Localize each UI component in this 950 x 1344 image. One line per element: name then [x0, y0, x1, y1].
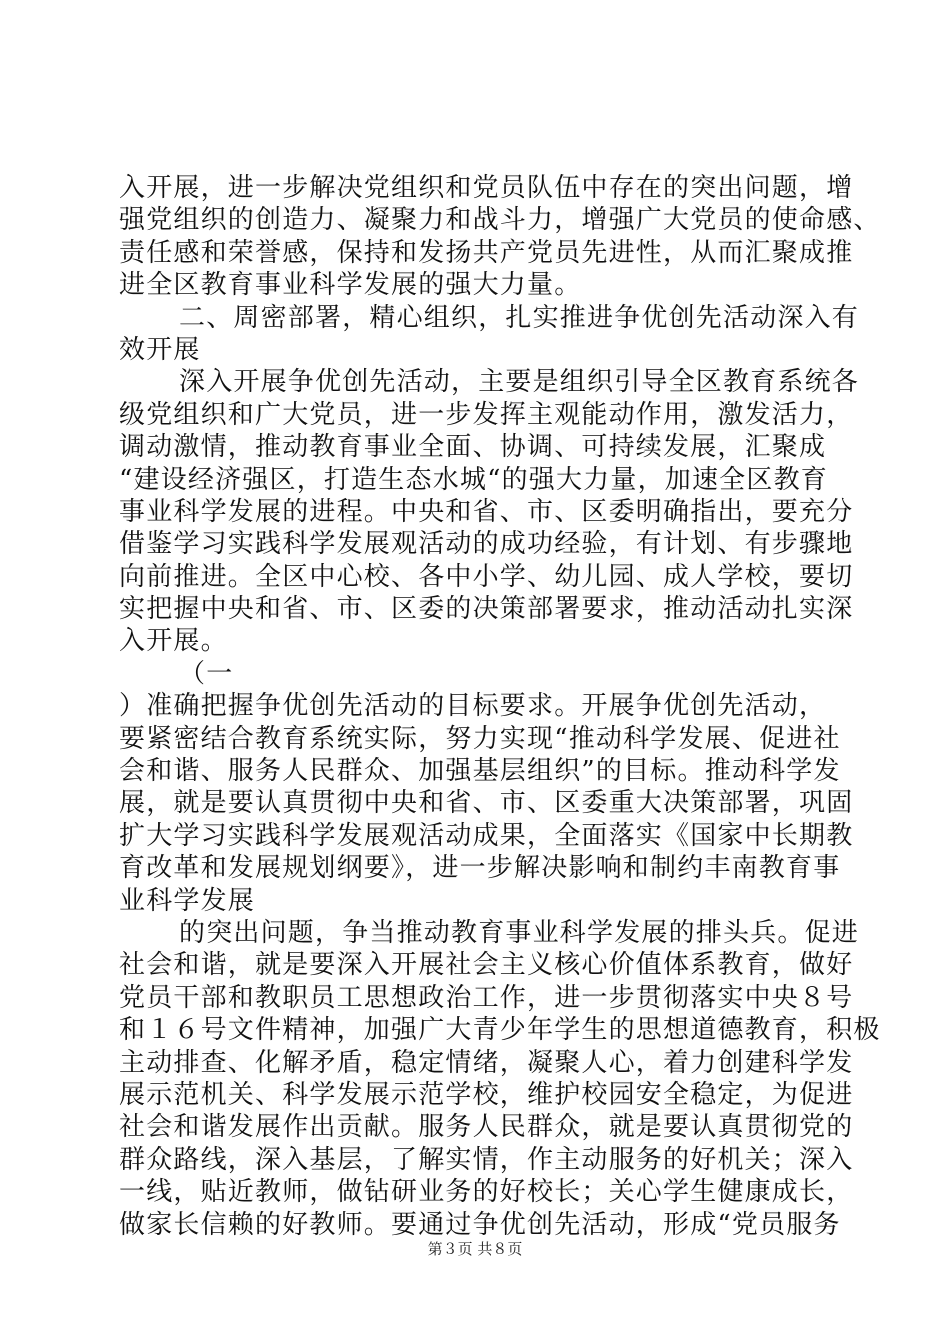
text-line: “建设经济强区，打造生态水城“的强大力量，加速全区教育 [119, 464, 828, 495]
text-line: 展，就是要认真贯彻中央和省、市、区委重大决策部署，巩固 [119, 788, 854, 819]
text-line: 效开展 [119, 334, 201, 365]
text-line: 入开展，进一步解决党组织和党员队伍中存在的突出问题，增 [119, 173, 854, 203]
text-line: 要紧密结合教育系统实际，努力实现“推动科学发展、促进社 [119, 723, 841, 754]
text-line: （一 [179, 658, 234, 689]
text-line: 党员干部和教职员工思想政治工作，进一步贯彻落实中央８号 [119, 982, 854, 1013]
text-line: 二、周密部署，精心组织，扎实推进争优创先活动深入有 [179, 302, 860, 333]
text-line: 的突出问题，争当推动教育事业科学发展的排头兵。促进 [179, 917, 860, 948]
text-line: 强党组织的创造力、凝聚力和战斗力，增强广大党员的使命感、 [119, 205, 881, 236]
text-line: 育改革和发展规划纲要》，进一步解决影响和制约丰南教育事 [119, 853, 841, 884]
text-line: 深入开展争优创先活动，主要是组织引导全区教育系统各 [179, 367, 860, 398]
text-line: 扩大学习实践科学发展观活动成果，全面落实《国家中长期教 [119, 820, 854, 851]
text-line: 社会和谐发展作出贡献。服务人民群众，就是要认真贯彻党的 [119, 1112, 854, 1143]
text-line: 进全区教育事业科学发展的强大力量。 [119, 270, 582, 301]
text-line: 事业科学发展的进程。中央和省、市、区委明确指出，要充分 [119, 496, 854, 527]
text-line: 入开展。 [119, 626, 228, 657]
text-line: 和１６号文件精神，加强广大青少年学生的思想道德教育，积极 [119, 1015, 881, 1046]
text-line: 社会和谐，就是要深入开展社会主义核心价值体系教育，做好 [119, 950, 854, 981]
page-footer: 第３页 共８页 [427, 1240, 523, 1258]
text-line: 借鉴学习实践科学发展观活动的成功经验，有计划、有步骤地 [119, 529, 854, 560]
text-line: 级党组织和广大党员，进一步发挥主观能动作用，激发活力， [119, 399, 854, 430]
text-line: ）准确把握争优创先活动的目标要求。开展争优创先活动， [119, 691, 827, 722]
text-line: 主动排查、化解矛盾，稳定情绪，凝聚人心，着力创建科学发 [119, 1047, 854, 1078]
text-line: 实把握中央和省、市、区委的决策部署要求，推动活动扎实深 [119, 594, 854, 625]
text-line: 会和谐、服务人民群众、加强基层组织”的目标。推动科学发 [119, 756, 841, 787]
text-line: 业科学发展 [119, 885, 256, 916]
text-line: 群众路线，深入基层，了解实情，作主动服务的好机关；深入 [119, 1144, 854, 1175]
body-text [119, 172, 881, 1241]
text-line: 责任感和荣誉感，保持和发扬共产党员先进性，从而汇聚成推 [119, 237, 854, 268]
text-line: 一线，贴近教师，做钻研业务的好校长；关心学生健康成长， [119, 1177, 854, 1208]
text-line: 展示范机关、科学发展示范学校，维护校园安全稳定，为促进 [119, 1079, 854, 1110]
text-line: 向前推进。全区中心校、各中小学、幼儿园、成人学校，要切 [119, 561, 854, 592]
text-line: 调动激情，推动教育事业全面、协调、可持续发展，汇聚成 [119, 432, 827, 463]
text-line: 做家长信赖的好教师。要通过争优创先活动，形成“党员服务 [119, 1209, 841, 1240]
